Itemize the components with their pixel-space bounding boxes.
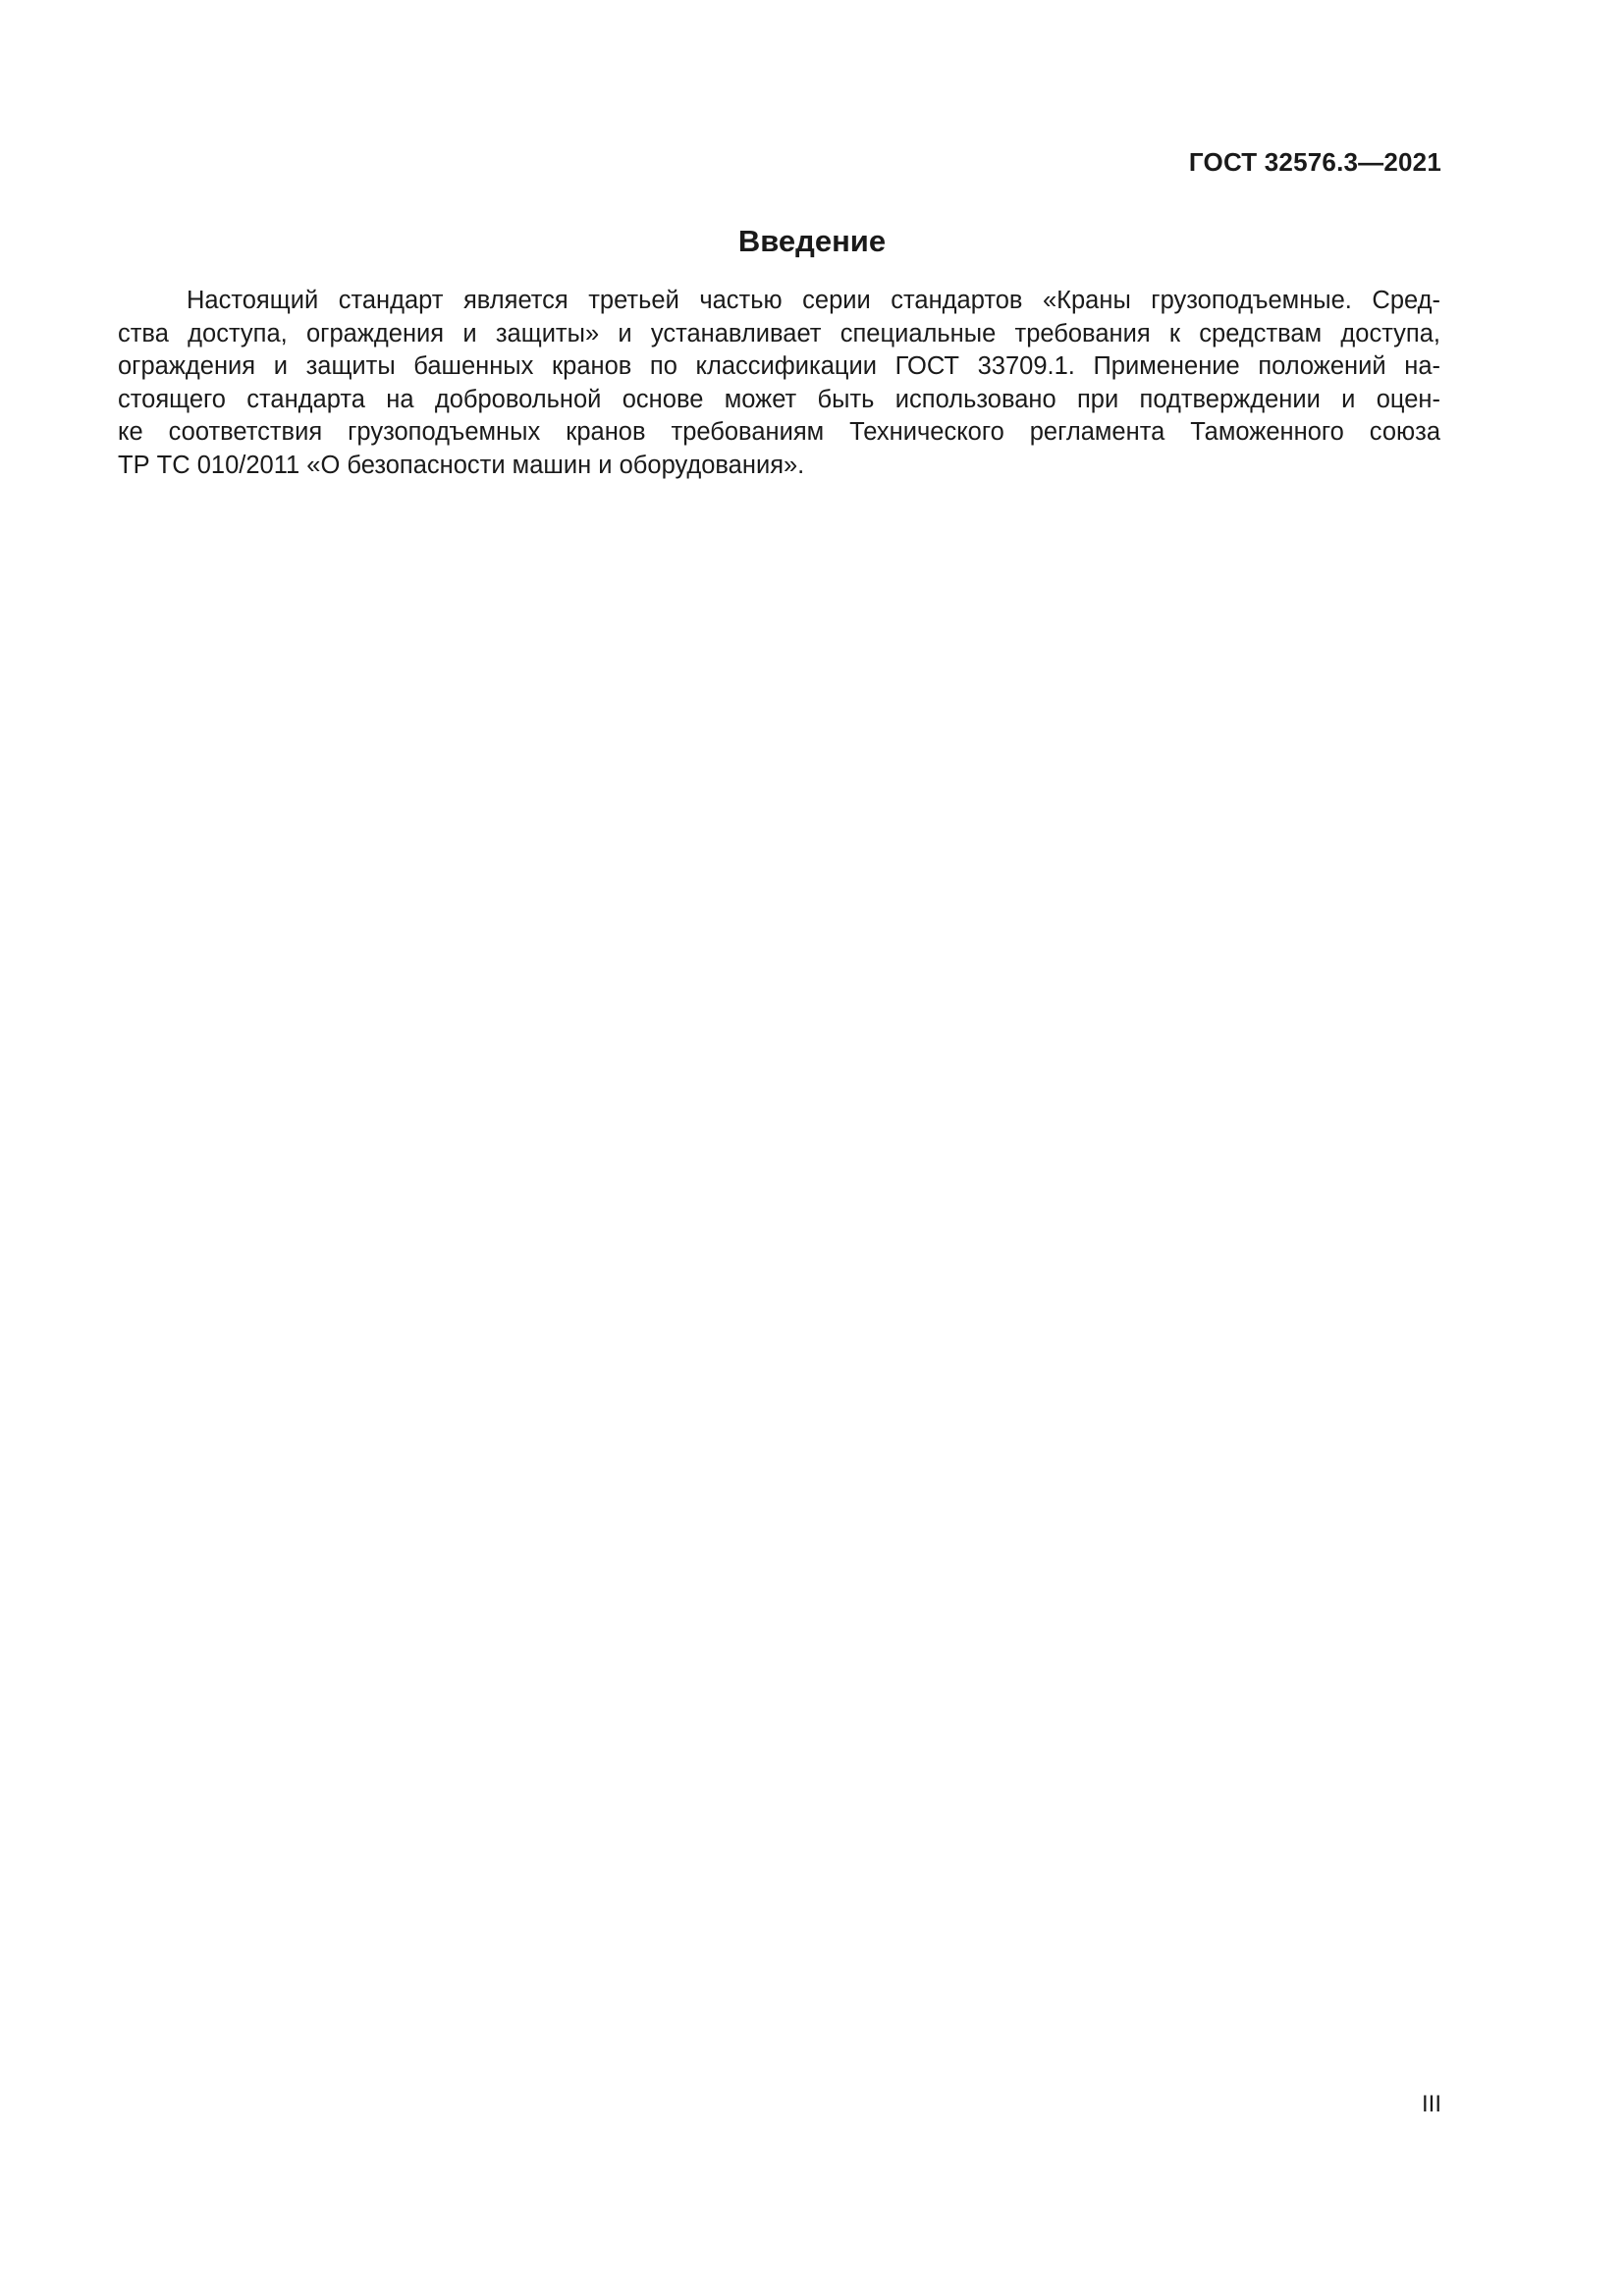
paragraph-line: ке соответствия грузоподъемных кранов требованиям Технического регламента Таможенного союза [118,418,1440,446]
paragraph-line: ограждения и защиты башенных кранов по классификации ГОСТ 33709.1. Применение положений на- [118,352,1440,380]
page-number: III [1421,2091,1441,2117]
paragraph-line: ства доступа, ограждения и защиты» и устанавливает специальные требования к средствам доступа, [118,319,1440,347]
paragraph-line: ТР ТС 010/2011 «О безопасности машин и оборудования». [118,451,805,479]
document-code-header: ГОСТ 32576.3—2021 [1188,147,1441,177]
introduction-paragraph [118,285,1440,482]
section-title: Введение [737,224,887,258]
paragraph-line: Настоящий стандарт является третьей частью серии стандартов «Краны грузоподъемные. Сред- [187,287,1440,314]
paragraph-line: стоящего стандарта на добровольной основе может быть использовано при подтверждении и оцен- [118,385,1440,413]
